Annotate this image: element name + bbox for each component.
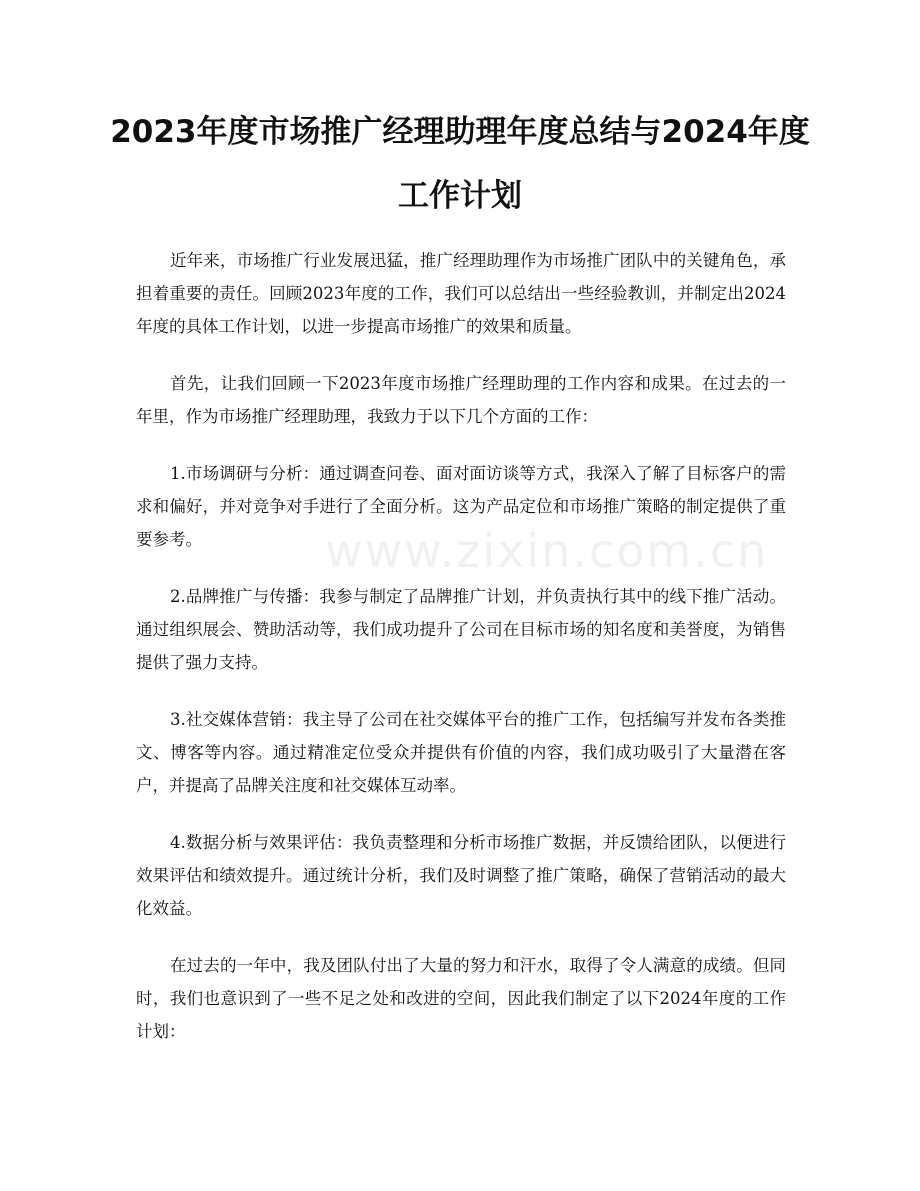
paragraph-item-2: 2.品牌推广与传播：我参与制定了品牌推广计划，并负责执行其中的线下推广活动。通过组织展会、赞助活动等，我们成功提升了公司在目标市场的知名度和美誉度，为销售提供了强力支持。 bbox=[136, 587, 786, 672]
document-title: 2023年度市场推广经理助理年度总结与2024年度工作计划 bbox=[110, 114, 810, 214]
paragraph-item-3: 3.社交媒体营销：我主导了公司在社交媒体平台的推广工作，包括编写并发布各类推文、博客等内容。通过精准定位受众并提供有价值的内容，我们成功吸引了大量潜在客户，并提高了品牌关注度和社交媒体互动率。 bbox=[136, 710, 786, 795]
watermark-text: www.zixin.com.cn bbox=[325, 524, 769, 578]
document-body bbox=[136, 244, 786, 1072]
paragraph-item-1: 1.市场调研与分析：通过调查问卷、面对面访谈等方式，我深入了解了目标客户的需求和偏好，并对竞争对手进行了全面分析。这为产品定位和市场推广策略的制定提供了重要参考。 bbox=[136, 464, 786, 549]
paragraph-item-4: 4.数据分析与效果评估：我负责整理和分析市场推广数据，并反馈给团队，以便进行效果评估和绩效提升。通过统计分析，我们及时调整了推广策略，确保了营销活动的最大化效益。 bbox=[136, 833, 786, 918]
paragraph-conclusion: 在过去的一年中，我及团队付出了大量的努力和汗水，取得了令人满意的成绩。但同时，我们也意识到了一些不足之处和改进的空间，因此我们制定了以下2024年度的工作计划： bbox=[136, 956, 786, 1041]
paragraph-intro: 近年来，市场推广行业发展迅猛，推广经理助理作为市场推广团队中的关键角色，承担着重要的责任。回顾2023年度的工作，我们可以总结出一些经验教训，并制定出2024年度的具体工作计划，以进一步提高市场推广的效果和质量。 bbox=[136, 251, 786, 336]
paragraph-review: 首先，让我们回顾一下2023年度市场推广经理助理的工作内容和成果。在过去的一年里，作为市场推广经理助理，我致力于以下几个方面的工作： bbox=[136, 374, 786, 426]
